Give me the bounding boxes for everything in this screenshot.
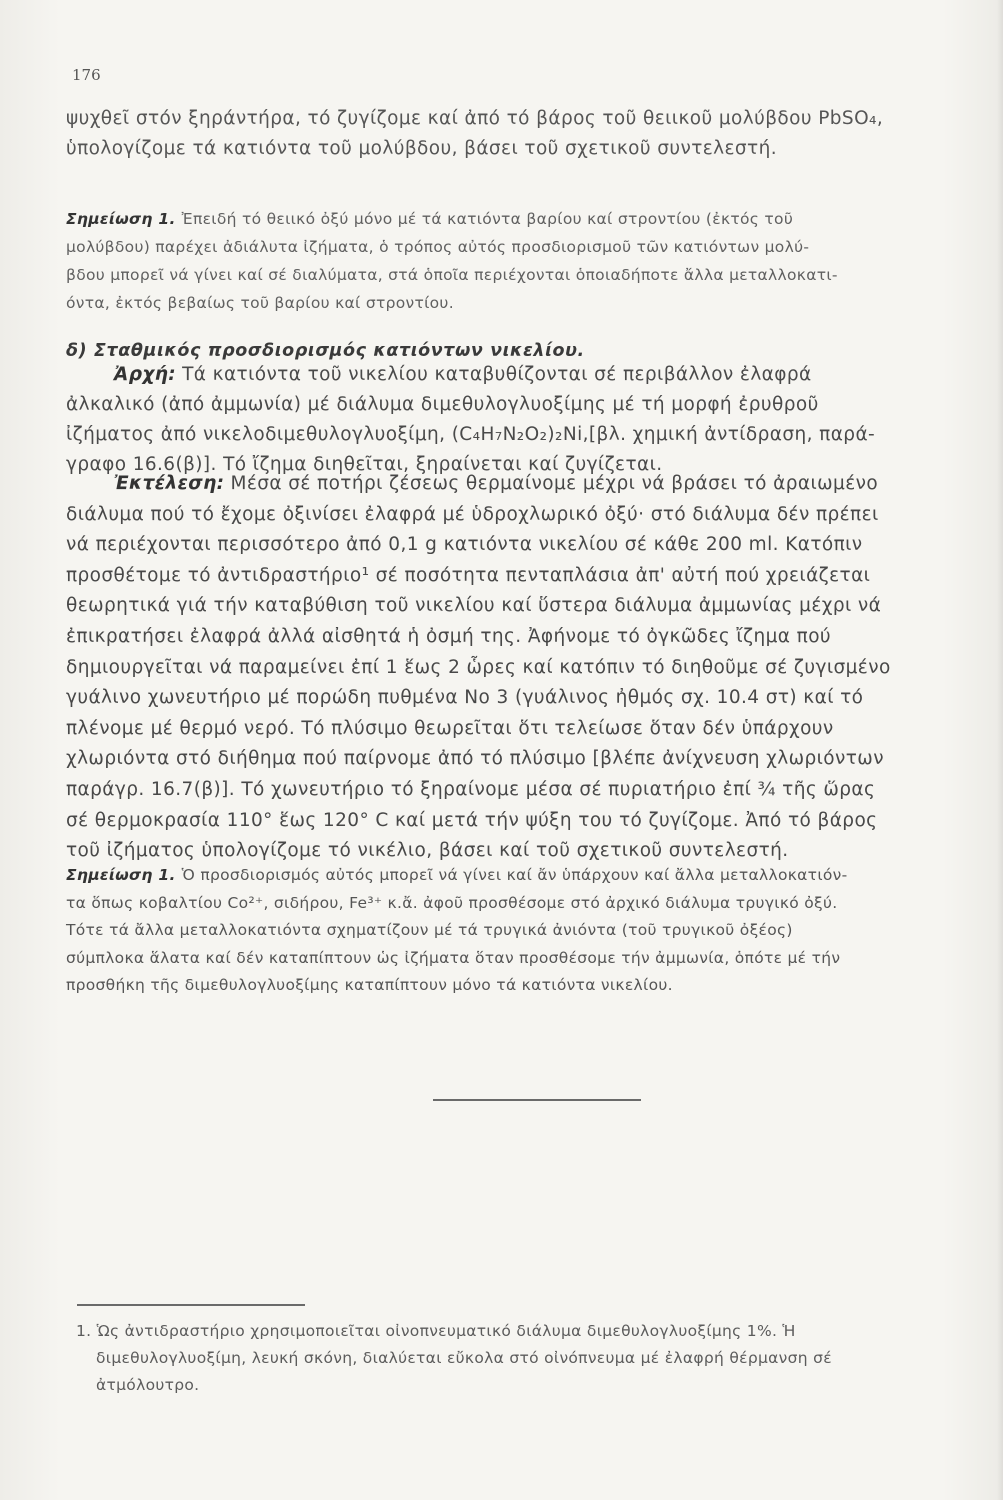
execution-line: πλένομε μέ θερμό νερό. Τό πλύσιμο θεωρεῖται ὅτι τελείωσε ὅταν δέν ὑπάρχουν <box>66 717 834 739</box>
principle-line: γραφο 16.6(β)]. Τό ἴζημα διηθεῖται, ξηραίνεται καί ζυγίζεται. <box>66 454 663 475</box>
note-2-line: τα ὅπως κοβαλτίου Co²⁺, σιδήρου, Fe³⁺ κ.ἄ. ἀφοῦ προσθέσομε στό ἀρχικό διάλυμα τρυγικό ὀξύ. <box>66 893 838 912</box>
note-2-line: προσθήκη τῆς διμεθυλογλυοξίμης καταπίπτουν μόνο τά κατιόντα νικελίου. <box>66 976 673 994</box>
execution-line: νά περιέχονται περισσότερο ἀπό 0,1 g κατιόντα νικελίου σέ κάθε 200 ml. Κατόπιν <box>66 534 863 556</box>
note-2-line: Ὁ προσδιορισμός αὐτός μπορεῖ νά γίνει καί ἄν ὑπάρχουν καί ἄλλα μεταλλοκατιόν- <box>181 866 848 884</box>
note-2-paragraph <box>66 862 936 1000</box>
execution-line: Μέσα σέ ποτήρι ζέσεως θερμαίνομε μέχρι νά βράσει τό ἀραιωμένο <box>230 473 879 494</box>
execution-line: παράγρ. 16.7(β)]. Τό χωνευτήριο τό ξηραίνομε μέσα σέ πυριατήριο ἐπί ¾ τῆς ὥρας <box>66 778 876 800</box>
section-heading: δ) Σταθμικός προσδιορισμός κατιόντων νικελίου. <box>66 341 585 361</box>
page-edge-shadow <box>997 0 1003 1500</box>
note-1-line: Ἐπειδή τό θειικό ὀξύ μόνο μέ τά κατιόντα βαρίου καί στροντίου (ἐκτός τοῦ <box>181 210 794 228</box>
execution-label: Ἐκτέλεση: <box>114 473 225 494</box>
execution-line: ἐπικρατήσει ἐλαφρά ἀλλά αἰσθητά ἡ ὀσμή της. Ἀφήνομε τό ὀγκῶδες ἴζημα πού <box>66 625 832 647</box>
footnote-line: ἀτμόλουτρο. <box>96 1376 200 1394</box>
note-1-line: βδου μπορεῖ νά γίνει καί σέ διαλύματα, στά ὁποῖα περιέχονται ὁποιαδήποτε ἄλλα μεταλλοκατι- <box>66 266 838 284</box>
execution-line: σέ θερμοκρασία 110° ἕως 120° C καί μετά τήν ψύξη του τό ζυγίζομε. Ἀπό τό βάρος <box>66 809 878 831</box>
note-1-paragraph <box>66 205 936 317</box>
execution-paragraph <box>66 469 936 867</box>
intro-line: ψυχθεῖ στόν ξηράντήρα, τό ζυγίζομε καί ἀπό τό βάρος τοῦ θειικοῦ μολύβδου PbSO₄, <box>66 108 884 129</box>
section-divider <box>433 1099 641 1101</box>
note-1-line: όντα, ἐκτός βεβαίως τοῦ βαρίου καί στροντίου. <box>66 294 454 312</box>
intro-line: ὑπολογίζομε τά κατιόντα τοῦ μολύβδου, βάσει τοῦ σχετικοῦ συντελεστή. <box>66 138 777 159</box>
note-1-label: Σημείωση 1. <box>66 210 176 228</box>
execution-line: δημιουργεῖται νά παραμείνει ἐπί 1 ἕως 2 ὧρες καί κατόπιν τό διηθοῦμε σέ ζυγισμένο <box>66 656 891 678</box>
footnote-line: 1. Ὡς ἀντιδραστήριο χρησιμοποιεῖται οἰνοπνευματικό διάλυμα διμεθυλογλυοξίμης 1%. Ἡ <box>76 1322 796 1340</box>
note-1-line: μολύβδου) παρέχει ἀδιάλυτα ἰζήματα, ὁ τρόπος αὐτός προσδιορισμοῦ τῶν κατιόντων μολύ- <box>66 238 810 256</box>
execution-line: χλωριόντα στό διήθημα πού παίρνομε ἀπό τό πλύσιμο [βλέπε ἀνίχνευση χλωριόντων <box>66 748 884 770</box>
execution-line: διάλυμα πού τό ἔχομε ὀξινίσει ἐλαφρά μέ ὑδροχλωρικό ὀξύ· στό διάλυμα δέν πρέπει <box>66 503 879 525</box>
principle-line: ἀλκαλικό (ἀπό ἀμμωνία) μέ διάλυμα διμεθυλογλυοξίμης μέ τή μορφή ἐρυθροῦ <box>66 394 819 415</box>
principle-line: Τά κατιόντα τοῦ νικελίου καταβυθίζονται σέ περιβάλλον ἐλαφρά <box>182 364 812 385</box>
footnote-divider <box>77 1304 305 1306</box>
principle-paragraph <box>66 360 936 480</box>
note-2-label: Σημείωση 1. <box>66 866 176 884</box>
note-2-line: σύμπλοκα ἅλατα καί δέν καταπίπτουν ὡς ἰζήματα ὅταν προσθέσομε τήν ἀμμωνία, ὁπότε μέ τήν <box>66 948 841 967</box>
principle-label: Ἀρχή: <box>114 364 177 385</box>
execution-line: γυάλινο χωνευτήριο μέ πορώδη πυθμένα Νο 3 (γυάλινος ἠθμός σχ. 10.4 στ) καί τό <box>66 687 864 709</box>
page-number: 176 <box>72 66 101 84</box>
intro-paragraph <box>66 104 936 164</box>
execution-line: τοῦ ἰζήματος ὑπολογίζομε τό νικέλιο, βάσει καί τοῦ σχετικοῦ συντελεστή. <box>66 840 789 862</box>
note-2-line: Τότε τά ἄλλα μεταλλοκατιόντα σχηματίζουν μέ τά τρυγικά ἀνιόντα (τοῦ τρυγικοῦ ὀξέος) <box>66 921 793 939</box>
footnote <box>76 1318 936 1399</box>
footnote-line: διμεθυλογλυοξίμη, λευκή σκόνη, διαλύεται εὔκολα στό οἰνόπνευμα μέ ἐλαφρή θέρμανση σέ <box>96 1349 832 1367</box>
execution-line: θεωρητικά γιά τήν καταβύθιση τοῦ νικελίου καί ὕστερα διάλυμα ἀμμωνίας μέχρι νά <box>66 595 882 617</box>
principle-line: ἰζήματος ἀπό νικελοδιμεθυλογλυοξίμη, (C₄H₇N₂O₂)₂Ni,[βλ. χημική ἀντίδραση, παρά- <box>66 424 876 445</box>
execution-line: προσθέτομε τό ἀντιδραστήριο¹ σέ ποσότητα πενταπλάσια ἀπ' αὐτή πού χρειάζεται <box>66 564 871 586</box>
